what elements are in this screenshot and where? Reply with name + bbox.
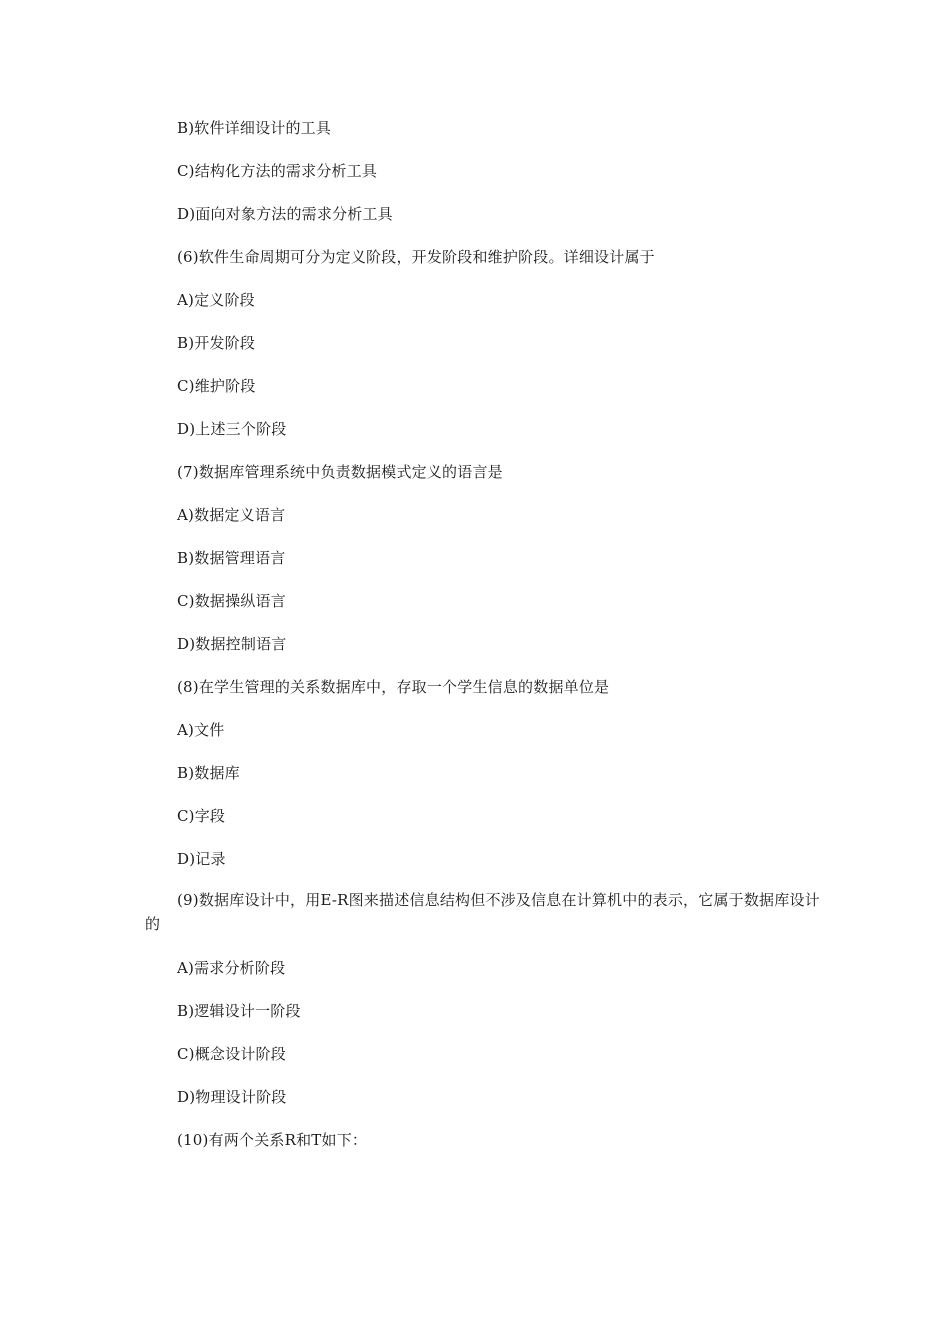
option-6-c: C)维护阶段 bbox=[177, 377, 256, 395]
option-8-c: C)字段 bbox=[177, 807, 226, 825]
option-9-d: D)物理设计阶段 bbox=[177, 1088, 287, 1106]
question-9: (9)数据库设计中，用E-R图来描述信息结构但不涉及信息在计算机中的表示，它属于数据库设计的 bbox=[145, 891, 820, 933]
option-6-b: B)开发阶段 bbox=[177, 334, 256, 352]
question-7: (7)数据库管理系统中负责数据模式定义的语言是 bbox=[177, 463, 503, 481]
option-8-b: B)数据库 bbox=[177, 764, 240, 782]
question-6: (6)软件生命周期可分为定义阶段，开发阶段和维护阶段。详细设计属于 bbox=[177, 248, 655, 266]
option-9-c: C)概念设计阶段 bbox=[177, 1045, 286, 1063]
option-6-d: D)上述三个阶段 bbox=[177, 420, 287, 438]
option-9-b: B)逻辑设计一阶段 bbox=[177, 1002, 301, 1020]
option-6-a: A)定义阶段 bbox=[177, 291, 255, 309]
option-8-d: D)记录 bbox=[177, 850, 226, 868]
option-9-a: A)需求分析阶段 bbox=[177, 959, 286, 977]
option-7-d: D)数据控制语言 bbox=[177, 635, 287, 653]
option-8-a: A)文件 bbox=[177, 721, 225, 739]
option-7-a: A)数据定义语言 bbox=[177, 506, 286, 524]
option-5-d: D)面向对象方法的需求分析工具 bbox=[177, 205, 393, 223]
option-5-b: B)软件详细设计的工具 bbox=[177, 119, 332, 137]
option-5-c: C)结构化方法的需求分析工具 bbox=[177, 162, 378, 180]
question-8: (8)在学生管理的关系数据库中，存取一个学生信息的数据单位是 bbox=[177, 678, 610, 696]
option-7-b: B)数据管理语言 bbox=[177, 549, 286, 567]
question-10: (10)有两个关系R和T如下： bbox=[177, 1131, 368, 1149]
option-7-c: C)数据操纵语言 bbox=[177, 592, 286, 610]
